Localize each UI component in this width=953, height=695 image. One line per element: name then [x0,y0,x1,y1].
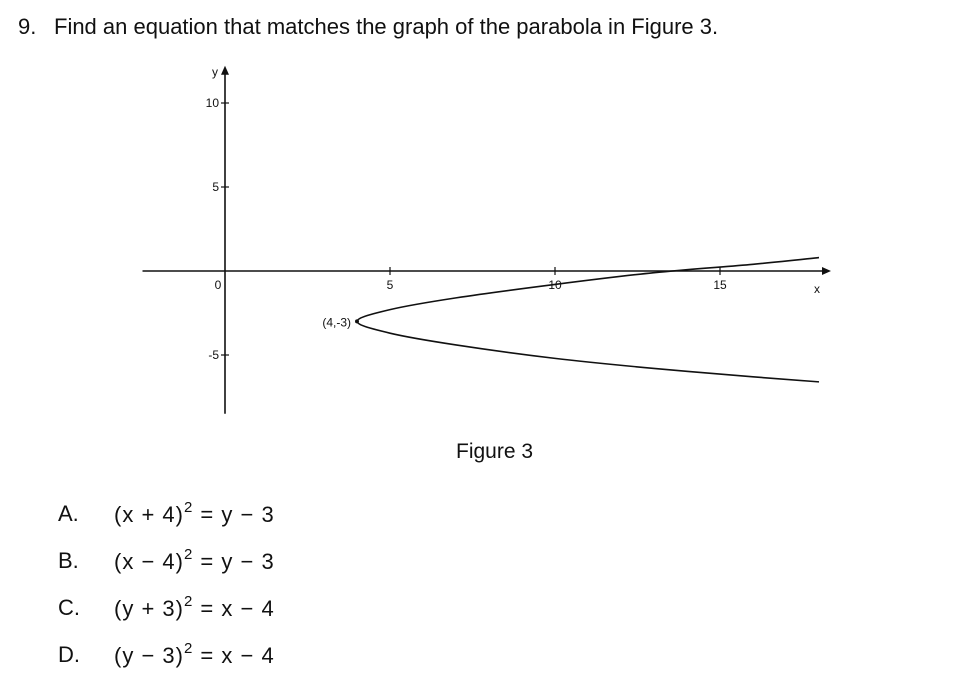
choice-d-lhs: (y − 3) [114,643,184,668]
labels [206,65,820,362]
x-tick-label: 15 [713,278,727,292]
choice-a-letter: A. [58,500,79,526]
question-prompt: Find an equation that matches the graph of the parabola in Figure 3. [54,14,719,39]
choice-a-lhs: (x + 4) [114,502,184,527]
choice-b-equation [114,546,275,575]
x-axis-label: x [814,282,820,296]
choice-b-lhs: (x − 4) [114,549,184,574]
choice-d-exponent: 2 [183,640,194,657]
axes [143,66,832,414]
curve-layer [355,258,819,382]
choice-c-rhs: = x − 4 [193,596,275,621]
vertex-label: (4,-3) [322,315,351,330]
ticks [221,103,720,355]
choice-a[interactable] [58,490,275,537]
choice-b-rhs: = y − 3 [193,549,275,574]
choice-c-equation [114,593,275,622]
x-axis-arrow [822,267,831,275]
y-tick-label: 10 [205,96,219,110]
choice-c-letter: C. [58,594,80,620]
choice-c-exponent: 2 [183,593,194,610]
choice-d-letter: D. [58,641,80,667]
parabola-curve [357,258,819,382]
choice-a-equation [114,499,275,528]
choice-a-rhs: = y − 3 [193,502,275,527]
question-number: 9. [18,14,37,39]
choice-b-exponent: 2 [183,546,194,563]
x-tick-label: 0 [214,278,222,292]
y-axis-label: y [212,64,218,79]
y-axis-arrow [221,66,229,75]
y-tick-label: 5 [212,180,219,194]
choice-a-exponent: 2 [183,499,194,516]
x-tick-label: 5 [386,278,394,292]
x-tick-label: 10 [548,278,562,292]
choice-d-rhs: = x − 4 [193,643,275,668]
choice-c-lhs: (y + 3) [114,596,184,621]
vertex-point [355,319,359,323]
choice-b[interactable] [58,537,275,584]
y-tick-label: -5 [208,348,219,362]
choice-c[interactable] [58,584,275,631]
choice-d-equation [114,640,275,669]
answer-choices [58,490,275,678]
choice-d[interactable] [58,631,275,678]
figure-caption: Figure 3 [456,440,534,463]
choice-b-letter: B. [58,547,79,573]
